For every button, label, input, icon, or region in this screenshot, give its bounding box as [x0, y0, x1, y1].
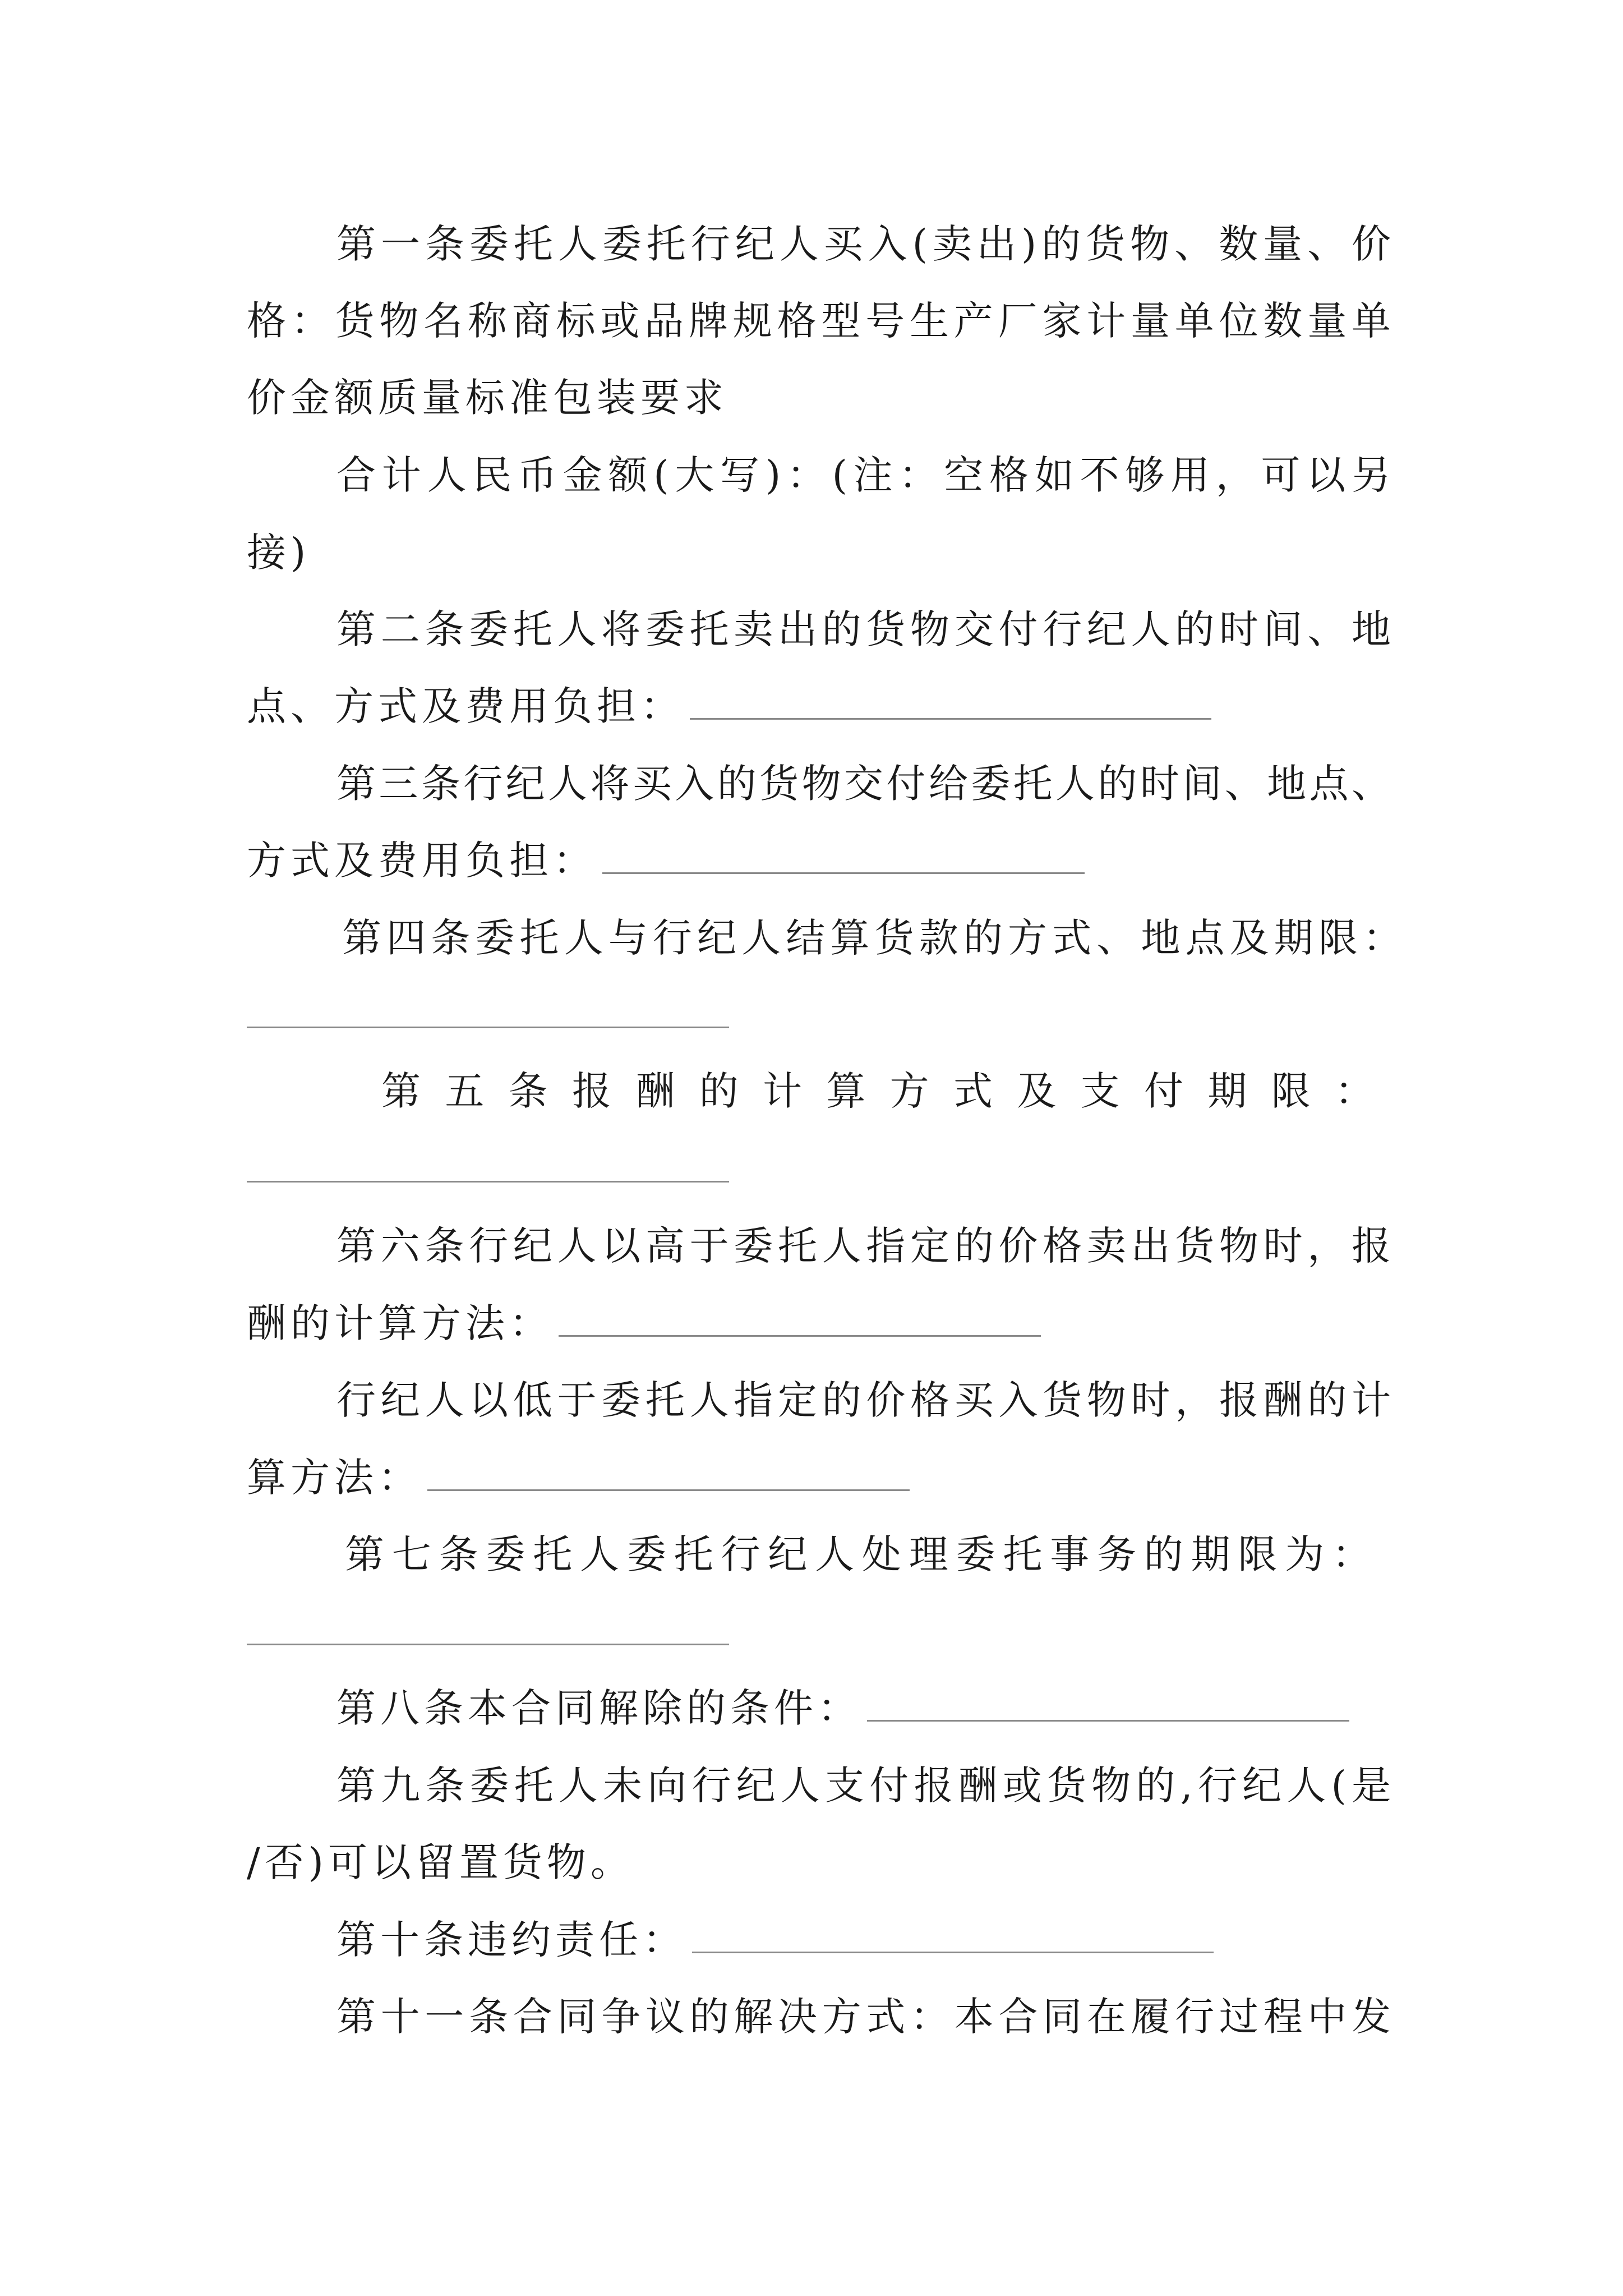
article-9-line-2: /否)可以留置货物。 [247, 1839, 634, 1885]
article-2-line-1: 第二条委托人将委托卖出的货物交付行纪人的时间、地 [336, 606, 1391, 652]
total-amount-line-2: 接) [247, 530, 311, 576]
liability-blank[interactable] [692, 1921, 1214, 1953]
article-6-line-2 [247, 1300, 1041, 1346]
article-7-line-1: 第七条委托人委托行纪人处理委托事务的期限为： [345, 1531, 1371, 1577]
article-2-line-2 [247, 683, 1211, 729]
article-11-line-1: 第十一条合同争议的解决方式：本合同在履行过程中发 [336, 1994, 1391, 2040]
article-6-line-4 [247, 1455, 910, 1501]
remuneration-terms-blank[interactable] [247, 1181, 729, 1182]
article-6-line-2-text: 酬的计算方法： [247, 1300, 553, 1346]
settlement-terms-blank[interactable] [247, 1027, 729, 1028]
article-1-line-2: 格：货物名称商标或品牌规格型号生产厂家计量单位数量单 [247, 298, 1391, 344]
article-2-line-2-text: 点、方式及费用负担： [247, 683, 684, 729]
article-4-line-1: 第四条委托人与行纪人结算货款的方式、地点及期限： [342, 915, 1402, 961]
article-3-line-2-text: 方式及费用负担： [247, 838, 597, 884]
article-1-line-3: 价金额质量标准包装要求 [247, 375, 728, 421]
article-8-line-1 [336, 1685, 1349, 1731]
termination-conditions-blank[interactable] [867, 1690, 1349, 1722]
entrust-period-blank[interactable] [247, 1644, 729, 1645]
sell-price-method-blank[interactable] [559, 1305, 1041, 1337]
article-9-line-1: 第九条委托人未向行纪人支付报酬或货物的,行纪人(是 [336, 1763, 1391, 1809]
article-6-line-4-text: 算方法： [247, 1455, 422, 1501]
goods-handover-blank[interactable] [602, 842, 1085, 874]
article-10-line-1 [336, 1917, 1214, 1963]
article-1-line-1: 第一条委托人委托行纪人买入(卖出)的货物、数量、价 [336, 221, 1391, 267]
article-10-line-1-text: 第十条违约责任： [336, 1917, 686, 1963]
delivery-terms-blank[interactable] [690, 688, 1211, 720]
total-amount-line-1: 合计人民币金额(大写)：(注：空格如不够用，可以另 [336, 452, 1391, 498]
article-3-line-1: 第三条行纪人将买入的货物交付给委托人的时间、地点、 [336, 761, 1391, 807]
article-5-line-1: 第五条报酬的计算方式及支付期限： [381, 1068, 1374, 1114]
article-8-line-1-text: 第八条本合同解除的条件： [336, 1685, 861, 1731]
buy-price-method-blank[interactable] [427, 1459, 910, 1491]
article-6-line-3: 行纪人以低于委托人指定的价格买入货物时，报酬的计 [336, 1377, 1391, 1423]
article-6-line-1: 第六条行纪人以高于委托人指定的价格卖出货物时，报 [336, 1223, 1391, 1269]
article-3-line-2 [247, 838, 1085, 884]
